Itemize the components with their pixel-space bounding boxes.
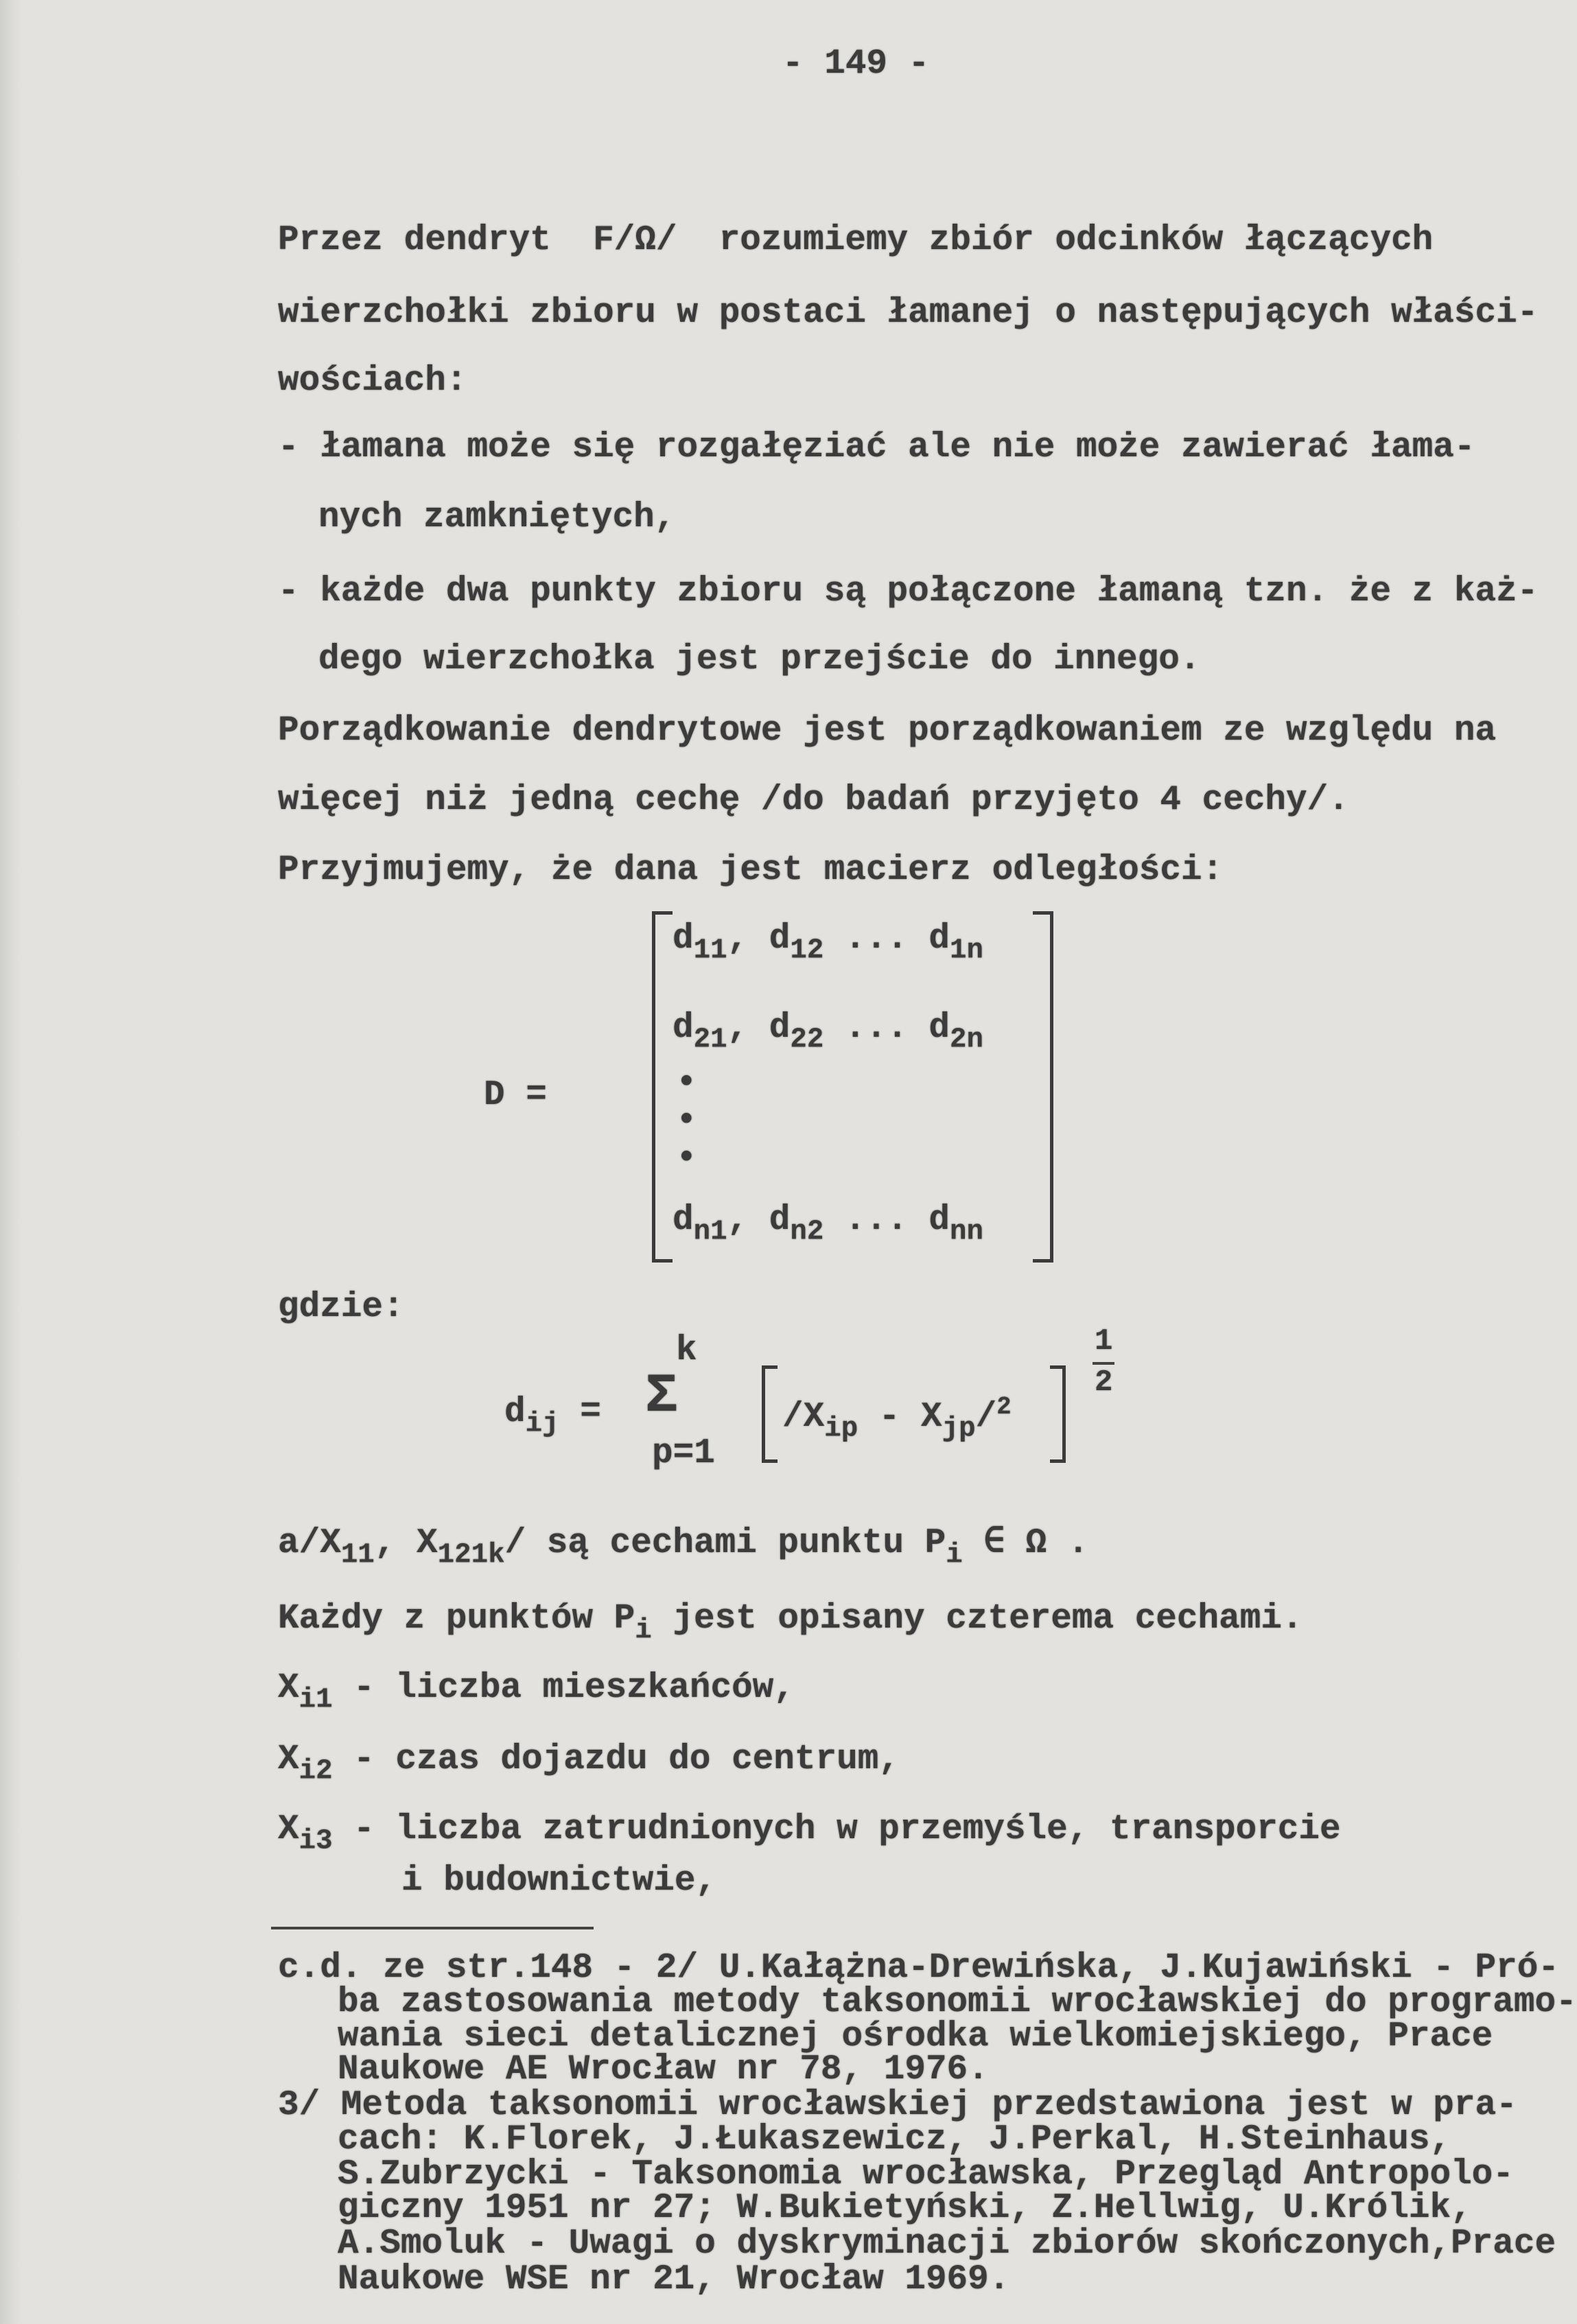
formula-right-bracket (1050, 1365, 1066, 1463)
matrix-label: D = (484, 1076, 547, 1115)
footnote-line: ba zastosowania metody taksonomii wrocławskiej do programo- (338, 1983, 1577, 2022)
matrix-dot: • (676, 1101, 697, 1140)
formula-left-bracket (762, 1365, 778, 1463)
exponent-numerator: 1 (1095, 1324, 1113, 1359)
footnote-line: c.d. ze str.148 - 2/ U.Kałążna-Drewińska, J.Kujawiński - Pró- (278, 1949, 1559, 1988)
feature-item: $X_{i1}$ - liczba mieszkańców, (278, 1669, 795, 1716)
body-line: wościach: (278, 362, 467, 401)
sum-lower: p=1 (652, 1434, 715, 1473)
matrix-row-n: $d_{n1}$, $d_{n2}$ ... $d_{nn}$ (673, 1201, 983, 1248)
feature-item: $X_{i2}$ - czas dojazdu do centrum, (278, 1740, 900, 1787)
formula-body: $/X_{ip} - X_{jp}/^2$ (782, 1393, 1012, 1445)
body-line: - każde dwa punkty zbioru są połączone łamaną tzn. że z każ- (278, 572, 1539, 611)
features-intro: $a/X_{11}$, $X_{121k}/$ są cechami punktu $P_i$ ∈ Ω . (278, 1524, 1089, 1571)
exponent-denominator: 2 (1095, 1365, 1113, 1400)
footnote-line: giczny 1951 nr 27; W.Bukietyński, Z.Hellwig, U.Królik, (338, 2189, 1472, 2228)
footnote-line: A.Smoluk - Uwagi o dyskryminacji zbiorów skończonych,Prace (338, 2225, 1556, 2264)
footnote-line: wania sieci detalicznej ośrodka wielkomiejskiego, Prace (338, 2017, 1493, 2056)
body-line: Przez dendryt F/Ω/ rozumiemy zbiór odcinków łączących (278, 221, 1434, 260)
body-line: - łamana może się rozgałęziać ale nie może zawierać łama- (278, 428, 1475, 467)
body-line: Przyjmujemy, że dana jest macierz odległości: (278, 851, 1224, 890)
feature-item: $X_{i3}$ - liczba zatrudnionych w przemyśle, transporcie (278, 1810, 1341, 1857)
matrix-left-bracket (652, 911, 673, 1263)
footnote-line: 3/ Metoda taksonomii wrocławskiej przedstawiona jest w pra- (278, 2086, 1517, 2125)
body-line: wierzchołki zbioru w postaci łamanej o następujących właści- (278, 294, 1539, 333)
matrix-dot: • (676, 1139, 697, 1178)
footnote-separator (271, 1927, 594, 1929)
exponent-fraction-bar (1093, 1362, 1114, 1365)
each-point-line: Każdy z punktów $P_i$ jest opisany czterema cechami. (278, 1599, 1303, 1647)
sum-upper: k (676, 1331, 697, 1370)
feature-item-continuation: i budownictwie, (401, 1862, 717, 1901)
footnote-line: S.Zubrzycki - Taksonomia wrocławska, Przegląd Antropolo- (338, 2155, 1514, 2194)
matrix-dot: • (676, 1064, 697, 1103)
matrix-row-1: $d_{11}$, $d_{12}$ ... $d_{1n}$ (673, 919, 983, 967)
body-line: Porządkowanie dendrytowe jest porządkowaniem ze względu na (278, 712, 1497, 751)
body-line: więcej niż jedną cechę /do badań przyjęto 4 cechy/. (278, 781, 1349, 820)
page-number: - 149 - (782, 45, 930, 84)
footnote-line: Naukowe AE Wrocław nr 78, 1976. (338, 2050, 989, 2089)
sum-symbol: Σ (645, 1365, 679, 1428)
body-line: dego wierzchołka jest przejście do innego. (318, 640, 1201, 679)
where-label: gdzie: (278, 1288, 404, 1327)
footnote-line: Naukowe WSE nr 21, Wrocław 1969. (338, 2260, 1010, 2299)
formula-lhs: $d_{ij}$ = (504, 1393, 601, 1440)
footnote-line: cach: K.Florek, J.Łukaszewicz, J.Perkal, H.Steinhaus, (338, 2120, 1451, 2159)
matrix-row-2: $d_{21}$, $d_{22}$ ... $d_{2n}$ (673, 1009, 983, 1056)
matrix-right-bracket (1033, 911, 1053, 1263)
body-line: nych zamkniętych, (318, 498, 676, 537)
page-edge-shadow (0, 0, 21, 2324)
